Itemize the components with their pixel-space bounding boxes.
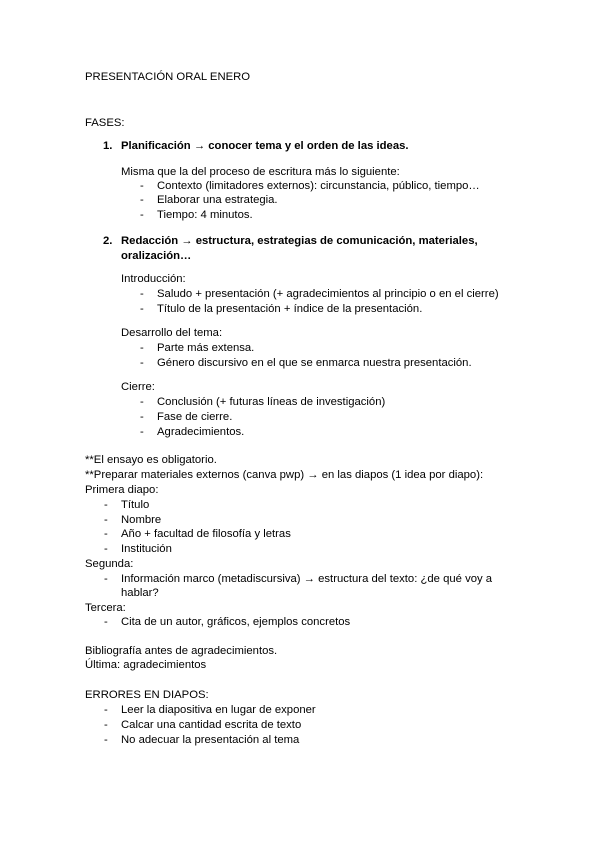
- errores-label: ERRORES EN DIAPOS:: [85, 689, 209, 701]
- section-item: Género discursivo en el que se enmarca nuestra presentación.: [157, 357, 472, 369]
- bullet-dash: -: [104, 616, 108, 628]
- section-label-cierre: Cierre:: [121, 381, 155, 393]
- primera-item: Título: [121, 499, 150, 511]
- phase1-item: Tiempo: 4 minutos.: [157, 209, 253, 221]
- bullet-dash: -: [104, 499, 108, 511]
- phase1-intro: Misma que la del proceso de escritura más lo siguiente:: [121, 166, 400, 178]
- segunda-item-line2: hablar?: [121, 587, 159, 599]
- section-label-introduccion: Introducción:: [121, 273, 186, 285]
- primera-item: Año + facultad de filosofía y letras: [121, 528, 291, 540]
- section-item: Título de la presentación + índice de la presentación.: [157, 303, 423, 315]
- bullet-dash: -: [140, 411, 144, 423]
- note-ultima: Última: agradecimientos: [85, 659, 207, 671]
- page-title: PRESENTACIÓN ORAL ENERO: [85, 71, 251, 83]
- bullet-dash: -: [140, 357, 144, 369]
- bullet-dash: -: [140, 288, 144, 300]
- tercera-label: Tercera:: [85, 602, 126, 614]
- bullet-dash: -: [104, 543, 108, 555]
- errores-item: No adecuar la presentación al tema: [121, 734, 300, 746]
- phase1-item: Contexto (limitadores externos): circunstancia, público, tiempo…: [157, 180, 480, 192]
- section-item: Saludo + presentación (+ agradecimientos al principio o en el cierre): [157, 288, 499, 300]
- bullet-dash: -: [140, 426, 144, 438]
- bullet-dash: -: [104, 528, 108, 540]
- phase2-number: 2.: [103, 235, 113, 247]
- segunda-item-line1: Información marco (metadiscursiva) → estructura del texto: ¿de qué voy a: [121, 573, 493, 585]
- phase1-number: 1.: [103, 140, 113, 152]
- note-bibliografia: Bibliografía antes de agradecimientos.: [85, 645, 278, 657]
- note-ensayo: **El ensayo es obligatorio.: [85, 454, 217, 466]
- errores-item: Leer la diapositiva en lugar de exponer: [121, 704, 316, 716]
- bullet-dash: -: [140, 209, 144, 221]
- segunda-label: Segunda:: [85, 558, 134, 570]
- primera-item: Institución: [121, 543, 172, 555]
- note-preparar: **Preparar materiales externos (canva pwp) → en las diapos (1 idea por diapo):: [85, 469, 484, 481]
- primera-label: Primera diapo:: [85, 484, 159, 496]
- bullet-dash: -: [140, 342, 144, 354]
- section-item: Conclusión (+ futuras líneas de investigación): [157, 396, 386, 408]
- errores-item: Calcar una cantidad escrita de texto: [121, 719, 302, 731]
- phase1-item: Elaborar una estrategia.: [157, 194, 278, 206]
- bullet-dash: -: [104, 573, 108, 585]
- phase1-heading: Planificación → conocer tema y el orden de las ideas.: [121, 140, 409, 152]
- primera-item: Nombre: [121, 514, 162, 526]
- tercera-item: Cita de un autor, gráficos, ejemplos concretos: [121, 616, 351, 628]
- bullet-dash: -: [104, 734, 108, 746]
- bullet-dash: -: [140, 194, 144, 206]
- bullet-dash: -: [104, 514, 108, 526]
- bullet-dash: -: [140, 396, 144, 408]
- fases-label: FASES:: [85, 117, 125, 129]
- phase2-heading-line2: oralización…: [121, 250, 192, 262]
- section-label-desarrollo: Desarrollo del tema:: [121, 327, 223, 339]
- bullet-dash: -: [104, 704, 108, 716]
- section-item: Parte más extensa.: [157, 342, 255, 354]
- section-item: Fase de cierre.: [157, 411, 233, 423]
- section-item: Agradecimientos.: [157, 426, 245, 438]
- bullet-dash: -: [104, 719, 108, 731]
- bullet-dash: -: [140, 303, 144, 315]
- phase2-heading-line1: Redacción → estructura, estrategias de comunicación, materiales,: [121, 235, 478, 247]
- bullet-dash: -: [140, 180, 144, 192]
